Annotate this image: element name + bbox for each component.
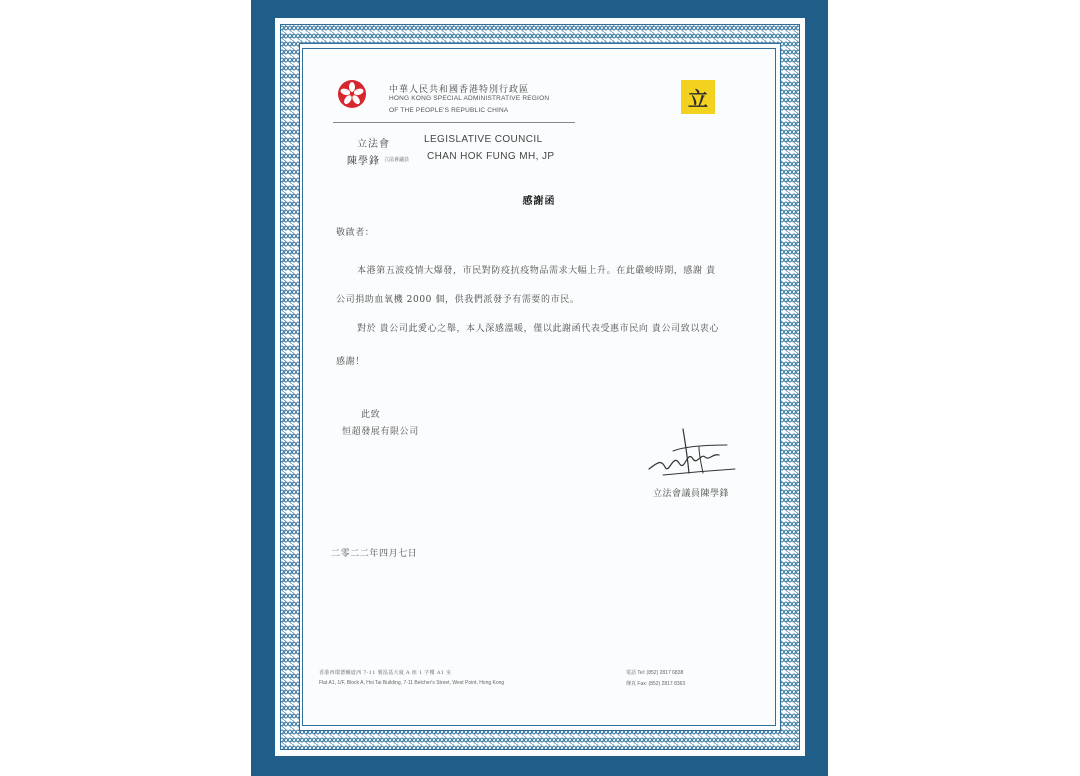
paragraph-1-line-2: 公司捐助血氧機 2000 個，供我們派發予有需要的市民。 [336, 295, 580, 305]
salutation: 敬啟者： [336, 228, 375, 238]
letter-title: 感謝函 [522, 196, 556, 207]
letter-date: 二零二二年四月七日 [331, 549, 418, 559]
council-name-chinese: 立法會 [357, 139, 390, 150]
paragraph-2-line-2: 感謝！ [336, 357, 365, 367]
paragraph-2-line-1: 對於 貴公司此愛心之舉，本人深感溫暖，僅以此謝函代表受惠市民向 貴公司致以衷心 [357, 324, 720, 334]
council-name-english: LEGISLATIVE COUNCIL [424, 134, 543, 145]
member-name-english: CHAN HOK FUNG MH, JP [427, 151, 555, 162]
government-name-chinese: 中華人民共和國香港特別行政區 [389, 85, 530, 95]
handwritten-signature [643, 423, 739, 485]
party-logo-glyph: 立 [688, 86, 708, 111]
hksar-emblem-icon [337, 79, 367, 109]
signer-name: 立法會議員陳學鋒 [653, 489, 730, 499]
footer-telephone: 電話 Tel: (852) 2817 6838 [626, 670, 684, 676]
member-name-chinese: 陳學鋒 [347, 156, 380, 167]
member-title-chinese: 立法會議員 [384, 157, 410, 163]
footer-address-english: Flat A1, 1/F, Block A, Hoi Tai Building, 7-11 Belcher's Street, West Point, Hong Kong [319, 680, 505, 686]
footer-address-chinese: 香港西環德輔道西 7-11 號泓基大廈 A 座 1 字樓 A1 室 [319, 670, 452, 676]
letter-content [303, 49, 775, 725]
government-name-english-line1: HONG KONG SPECIAL ADMINISTRATIVE REGION [389, 95, 550, 102]
closing: 此致 [361, 410, 381, 420]
government-name-english-line2: OF THE PEOPLE'S REPUBLIC CHINA [389, 107, 509, 114]
paragraph-1-line-1: 本港第五波疫情大爆發，市民對防疫抗疫物品需求大幅上升。在此嚴峻時期，感謝 貴 [357, 266, 716, 276]
header-divider [333, 122, 575, 123]
footer-fax: 傳真 Fax: (852) 2817 8363 [626, 681, 686, 687]
party-logo [681, 80, 715, 114]
recipient-company: 恒超發展有限公司 [342, 427, 419, 437]
